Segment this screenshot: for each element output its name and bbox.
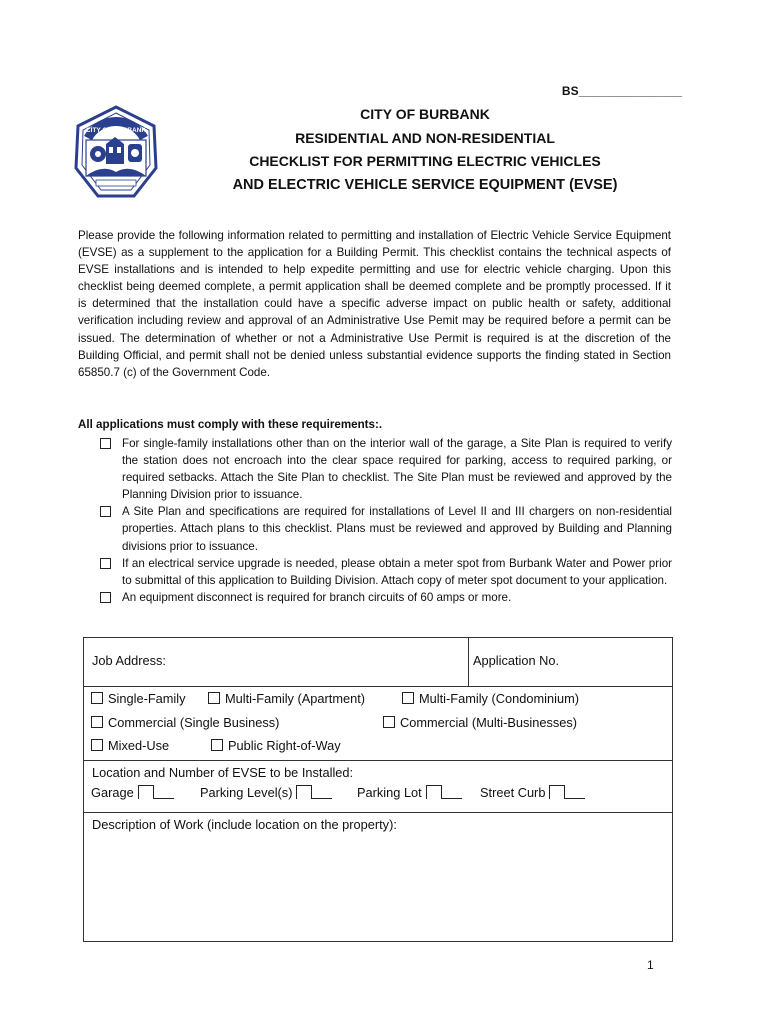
location-option-label: Garage (91, 785, 134, 800)
title-line-checklist: CHECKLIST FOR PERMITTING ELECTRIC VEHICLES (249, 153, 601, 169)
checkbox-label: Mixed-Use (108, 738, 170, 753)
checkbox-commercial-multi[interactable] (383, 715, 577, 730)
checkbox-label: Public Right-of-Way (228, 738, 341, 753)
application-form-table (83, 637, 673, 942)
requirements-heading: All applications must comply with these requirements:. (78, 418, 383, 431)
location-count-box[interactable] (296, 785, 312, 799)
location-count-line (565, 798, 585, 799)
checkbox-single-family[interactable] (91, 691, 186, 706)
location-garage[interactable] (91, 785, 174, 800)
checkbox-box[interactable] (208, 692, 220, 704)
location-option-label: Street Curb (480, 785, 546, 800)
requirement-text: If an electrical service upgrade is needed, please obtain a meter spot from Burbank Water and Power prior to submittal of this application to Building Division. Attach copy of meter spot document to your application. (122, 556, 672, 587)
location-section (84, 760, 672, 813)
checkbox-label: Single-Family (108, 691, 186, 706)
location-option-label: Parking Level(s) (200, 785, 293, 800)
checkbox-box[interactable] (211, 739, 223, 751)
location-count-line (154, 798, 174, 799)
checkbox-public-right-of-way[interactable] (211, 738, 341, 753)
requirement-text: An equipment disconnect is required for branch circuits of 60 amps or more. (122, 590, 512, 604)
checkbox-multi-family-condominium[interactable] (402, 691, 579, 706)
requirement-item (98, 503, 672, 554)
location-parking-lot[interactable] (357, 785, 462, 800)
checkbox-label: Multi-Family (Condominium) (419, 691, 579, 706)
location-option-label: Parking Lot (357, 785, 422, 800)
page-number: 1 (647, 958, 654, 972)
title-line-evse: AND ELECTRIC VEHICLE SERVICE EQUIPMENT (EVSE) (232, 176, 618, 193)
location-count-line (442, 798, 462, 799)
application-no-label: Application No. (473, 653, 560, 668)
property-type-section (84, 686, 672, 761)
checkbox-label: Commercial (Multi-Businesses) (400, 715, 578, 730)
title-line-city: CITY OF BURBANK (360, 106, 490, 122)
location-count-box[interactable] (426, 785, 442, 799)
city-seal-logo (72, 104, 160, 200)
checkbox-box[interactable] (383, 716, 395, 728)
location-count-line (312, 798, 332, 799)
requirement-checkbox[interactable] (100, 592, 111, 603)
svg-text:CITY OF BURBANK: CITY OF BURBANK (85, 127, 147, 134)
requirement-item (98, 435, 672, 503)
requirement-checkbox[interactable] (100, 506, 111, 517)
location-count-box[interactable] (138, 785, 154, 799)
checkbox-box[interactable] (91, 692, 103, 704)
application-no-cell[interactable] (468, 638, 673, 686)
intro-paragraph: Please provide the following information related to permitting and installation of Electric Vehicle Service Equipment (EVSE) as a supplement to the application for a Building Permit. This checklist contains the technical aspects of EVSE installations and is intended to help expedite permitting and use for electric vehicle charging. Upon this checklist being deemed complete, a permit application shall be deemed complete and be promptly processed. If it is determined that the installation could have a specific adverse impact on public health or safety, additional verification including review and approval of an Administrative Use Pemit may be required before a permit can be issued. The determination of whether or not a Administrative Use Permit is required is at the discretion of the Building Official, and permit shall not be denied unless substantial evidence supports the finding stated in Section 65850.7 (c) of the Government Code. (78, 229, 671, 379)
requirement-text: For single-family installations other than on the interior wall of the garage, a Site Plan is required to verify the station does not encroach into the clear space required for parking, access to required parking, or required setbacks. Attach the Site Plan to checklist. The Site Plan must be reviewed and approved by the Planning Division prior to issuance. (122, 437, 672, 502)
description-of-work-label: Description of Work (include location on the property): (92, 817, 397, 832)
checkbox-box[interactable] (402, 692, 414, 704)
checkbox-label: Multi-Family (Apartment) (225, 691, 366, 706)
requirement-item (98, 589, 672, 606)
checkbox-label: Commercial (Single Business) (108, 715, 280, 730)
requirement-checkbox[interactable] (100, 438, 111, 449)
requirements-list (98, 435, 672, 606)
job-address-row (84, 638, 672, 687)
requirement-item (98, 555, 672, 589)
requirement-text: A Site Plan and specifications are required for installations of Level II and III chargers on non-residential properties. Attach plans to this checklist. Plans must be reviewed and approved by Building and Planning divisions prior to issuance. (122, 505, 672, 553)
bs-number-field[interactable]: BS_______________ (561, 84, 682, 98)
title-line-residential: RESIDENTIAL AND NON-RESIDENTIAL (295, 129, 555, 146)
checkbox-multi-family-apartment[interactable] (208, 691, 365, 706)
location-label: Location and Number of EVSE to be Installed: (92, 765, 354, 780)
requirement-checkbox[interactable] (100, 558, 111, 569)
checkbox-commercial-single[interactable] (91, 715, 279, 730)
job-address-label: Job Address: (92, 653, 166, 668)
checkbox-box[interactable] (91, 739, 103, 751)
location-parking-levels[interactable] (200, 785, 332, 800)
document-title (160, 103, 690, 197)
checkbox-box[interactable] (91, 716, 103, 728)
checkbox-mixed-use[interactable] (91, 738, 169, 753)
location-street-curb[interactable] (480, 785, 585, 800)
location-count-box[interactable] (549, 785, 565, 799)
